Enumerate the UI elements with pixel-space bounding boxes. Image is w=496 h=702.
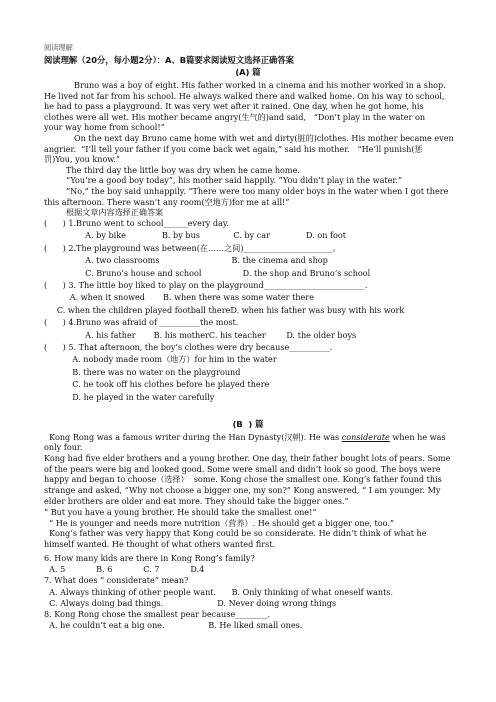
- header-label: 阅读理解: [44, 43, 73, 52]
- passage-line: elder brothers are older and eat more. They should take the bigger ones.”: [44, 496, 349, 506]
- passage-line: clothes were all wet. His mother became angry(生气的)and said, “Don’t play in the water on: [44, 111, 426, 122]
- question-line: C. Bruno’s house and school D. the shop and Bruno’s school: [44, 267, 371, 278]
- question-line: A. nobody made room（地方）for him in the water: [44, 354, 277, 365]
- question-line: ( ) 1.Bruno went to school______every day.: [44, 218, 229, 228]
- question-line: A. 5 B. 6 C. 7 D.4: [44, 564, 205, 575]
- question-line: A. his father B. his motherC. his teacher D. the older boys: [44, 329, 357, 340]
- passage-line: your way home from school!”: [44, 122, 165, 133]
- question-line: C. he took off his clothes before he played there: [44, 379, 270, 390]
- question-line: C. Always doing bad things. D. Never doing wrong things: [44, 597, 337, 608]
- part-b-title: (B ) 篇: [232, 419, 264, 429]
- section-title: 阅读理解（20分，每小题2分）：A、B篇要求阅读短文选择正确答案: [44, 55, 294, 65]
- part-b-first-line: [44, 432, 446, 442]
- passage-line: happy and began to choose（选择） some. Kong chose the smallest one. Kong’s father found this: [44, 474, 442, 485]
- question-line: B. there was no water on the playground: [44, 366, 241, 377]
- passage-line: 罚)You, you know.”: [44, 154, 121, 165]
- passage-line: 根据文章内容选择正确答案: [66, 207, 164, 218]
- passage-line: this afternoon. There wasn’t any room(空地方)for me at all!”: [44, 196, 290, 207]
- passage-line: Bruno was a boy of eight. His father worked in a cinema and his mother worked in a shop.: [74, 80, 446, 90]
- passage-line: On the next day Bruno came home with wet and dirty(脏的)clothes. His mother became even: [74, 133, 454, 143]
- passage-line: strange and asked, “Why not choose a bigger one, my son?” Kong answered, “ I am younger. My: [44, 485, 441, 496]
- passage-line: himself wanted. He thought of what others wanted first.: [44, 539, 276, 550]
- passage-line: “You’re a good boy today”, his mother said happily. “You didn’t play in the water.”: [66, 175, 403, 186]
- passage-line: Kong’s father was very happy that Kong could be so considerate. He didn’t think of what he: [44, 528, 427, 539]
- question-line: ( ) 3. The little boy liked to play on the playground_________________________.: [44, 280, 368, 290]
- passage-line: Kong had five elder brothers and a young brother. One day, their father bought lots of pears. Some: [44, 452, 451, 463]
- passage-line: he had to pass a playground. It was very wet after it rained. One day, when he got home, his: [44, 101, 424, 112]
- question-line: 7. What does “ considerate” mean?: [44, 575, 189, 586]
- part-a-title: (A) 篇: [235, 67, 261, 77]
- part-b-text-end: when he was: [389, 432, 446, 442]
- passage-line: “ But you have a young brother. He should take the smallest one!”: [44, 506, 317, 517]
- question-line: 6. How many kids are there in Kong Rong’s family?: [44, 553, 255, 563]
- passage-line: The third day the little boy was dry when he came home.: [66, 164, 300, 175]
- question-line: C. when the children played football thereD. when his father was busy with his work: [44, 304, 405, 315]
- passage-line: only four.: [44, 442, 83, 452]
- passage-line: angrier. “I’ll tell your father if you come back wet again,” said his mother. “He’ll punish(惩: [44, 143, 423, 154]
- passage-line: “ He is younger and needs more nutrition（营养）. He should get a bigger one, too.”: [44, 517, 395, 528]
- question-line: A. by bike B. by bus C. by car D. on foot: [44, 230, 346, 241]
- passage-line: He lived not far from his school. He always walked there and walked home. On his way to school,: [44, 90, 445, 101]
- question-line: A. Always thinking of other people want. B. Only thinking of what oneself wants.: [44, 586, 394, 597]
- question-line: ( ) 4.Bruno was afraid of __________the most.: [44, 317, 239, 328]
- question-line: D. he played in the water carefully: [44, 391, 215, 402]
- passage-line: of the pears were big and looked good. Some were small and didn’t look so good. The boys were: [44, 463, 441, 474]
- question-line: A. he couldn’t eat a big one. B. He liked small ones.: [44, 620, 303, 631]
- question-line: ( ) 2.The playground was between(在……之间)______________________。: [44, 242, 341, 253]
- question-line: A. two classrooms B. the cinema and shop: [44, 255, 328, 266]
- passage-line: “No,” the boy said unhappily. “There were too many older boys in the water when I got there: [66, 186, 449, 196]
- question-line: ( ) 5. That afternoon, the boy’s clothes were dry because__________.: [44, 342, 333, 352]
- underlined-word: considerate: [341, 432, 390, 442]
- question-line: A. when it snowed B. when there was some water there: [44, 292, 314, 303]
- part-b-text: Kong Rong was a famous writer during the Han Dynasty(汉朝). He was: [44, 432, 342, 442]
- question-line: 8. Kong Rong chose the smallest pear because________.: [44, 609, 271, 619]
